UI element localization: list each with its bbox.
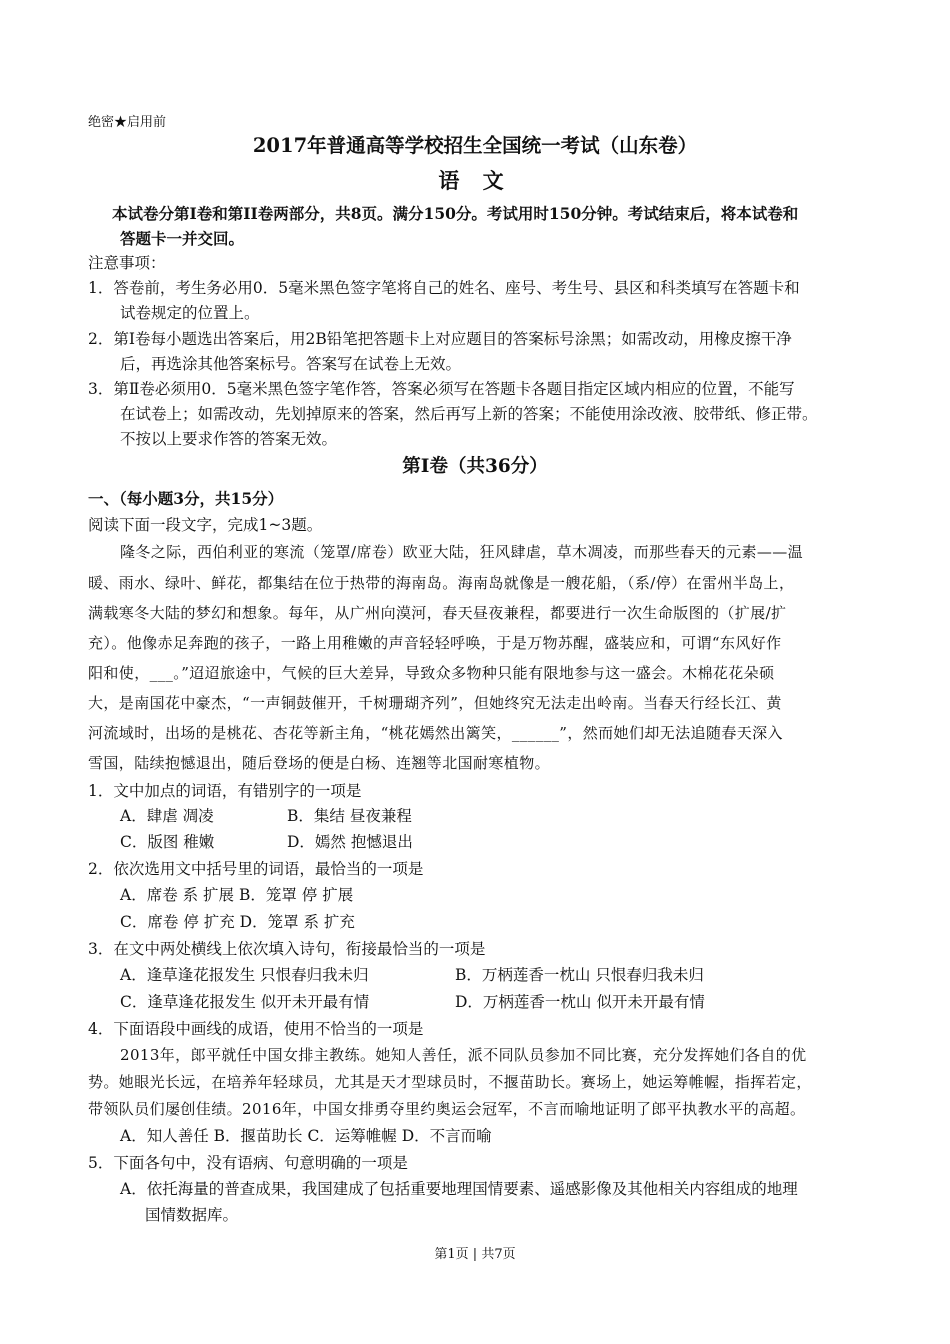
question-5-stem: 5．下面各句中，没有语病、句意明确的一项是 [88, 1154, 408, 1172]
question-2-stem: 2．依次选用文中括号里的词语，最恰当的一项是 [88, 860, 424, 878]
passage-line: 充）。他像赤足奔跑的孩子，一路上用稚嫩的声音轻轻呼唤，于是万物苏醒，盛装应和，可谓“东风好作 [88, 634, 782, 652]
section-title: 第I卷（共36分） [402, 456, 548, 477]
question-4-stem: 4．下面语段中画线的成语，使用不恰当的一项是 [88, 1020, 424, 1038]
subject-title: 语 文 [438, 168, 512, 193]
note-line: 后，再选涂其他答案标号。答案写在试卷上无效。 [120, 355, 462, 373]
passage-line: 雪国，陆续抱憾退出，随后登场的便是白杨、连翘等北国耐寒植物。 [88, 754, 551, 772]
note-line: 在试卷上；如需改动，先划掉原来的答案，然后再写上新的答案；不能使用涂改液、胶带纸、修正带。 [120, 405, 818, 423]
question-3-option: C．逢草逢花报发生 似开未开最有情 [120, 993, 370, 1011]
question-3-option: B．万柄莲香一枕山 只恨春归我未归 [455, 966, 704, 984]
note-line: 不按以上要求作答的答案无效。 [120, 430, 338, 448]
question-4-options: A．知人善任 B．揠苗助长 C．运筹帷幄 D．不言而喻 [120, 1127, 492, 1145]
question-3-stem: 3．在文中两处横线上依次填入诗句，衔接最恰当的一项是 [88, 940, 486, 958]
exam-title: 2017年普通高等学校招生全国统一考试（山东卷） [252, 134, 698, 157]
question-1-option: D．嫣然 抱憾退出 [287, 833, 413, 851]
intro-line-1: 本试卷分第I卷和第II卷两部分，共8页。满分150分。考试用时150分钟。考试结束后，将本试卷和 [112, 204, 799, 223]
part-heading: 一、（每小题3分，共15分） [88, 489, 284, 508]
question-2-option: C．席卷 停 扩充 D．笼罩 系 扩充 [120, 913, 355, 931]
question-1-option: C．版图 稚嫩 [120, 833, 215, 851]
passage-line: 隆冬之际，西伯利亚的寒流（笼罩/席卷）欧亚大陆，狂风肆虐，草木凋凌，而那些春天的元素——温 [120, 543, 804, 561]
question-2-option: A．席卷 系 扩展 B．笼罩 停 扩展 [120, 886, 354, 904]
question-4-passage-line: 势。她眼光长远，在培养年轻球员，尤其是天才型球员时，不揠苗助长。赛场上，她运筹帷幄，指挥若定， [88, 1073, 812, 1091]
passage-line: 满载寒冬大陆的梦幻和想象。每年，从广州向漠河，春天昼夜兼程，都要进行一次生命版图的（扩展/扩 [88, 604, 787, 622]
passage-line: 大，是南国花中豪杰，“一声铜鼓催开，千树珊瑚齐列”，但她终究无法走出岭南。当春天行经长江、黄 [88, 694, 782, 712]
intro-line-2: 答题卡一并交回。 [120, 229, 245, 248]
question-1-stem: 1．文中加点的词语，有错别字的一项是 [88, 782, 362, 800]
page-footer: 第1页 | 共7页 [434, 1247, 516, 1262]
question-5-option-a: A．依托海量的普查成果，我国建成了包括重要地理国情要素、遥感影像及其他相关内容组成的地理 [120, 1180, 798, 1198]
question-3-option: D．万柄莲香一枕山 似开未开最有情 [455, 993, 705, 1011]
confidential-mark: 绝密★启用前 [88, 115, 167, 130]
question-5-option-a: 国情数据库。 [145, 1206, 239, 1224]
note-line: 试卷规定的位置上。 [120, 304, 260, 322]
question-4-passage-line: 2013年，郎平就任中国女排主教练。她知人善任，派不同队员参加不同比赛，充分发挥她们各自的优 [120, 1046, 807, 1064]
passage-line: 阳和使，___。”迢迢旅途中，气候的巨大差异，导致众多物种只能有限地参与这一盛会。木棉花花朵硕 [88, 664, 775, 682]
passage-line: 暖、雨水、绿叶、鲜花，都集结在位于热带的海南岛。海南岛就像是一艘花船，（系/停）在雷州半岛上， [88, 574, 795, 592]
question-3-option: A．逢草逢花报发生 只恨春归我未归 [120, 966, 369, 984]
note-line: 2．第Ⅰ卷每小题选出答案后，用2B铅笔把答题卡上对应题目的答案标号涂黑；如需改动，用橡皮擦干净 [88, 330, 792, 348]
note-line: 3．第Ⅱ卷必须用0．5毫米黑色签字笔作答，答案必须写在答题卡各题目指定区域内相应的位置，不能写 [88, 380, 795, 398]
passage-line: 河流域时，出场的是桃花、杏花等新主角，“桃花嫣然出篱笑，______”，然而她们却无法追随春天深入 [88, 724, 783, 742]
note-line: 1．答卷前，考生务必用0．5毫米黑色签字笔将自己的姓名、座号、考生号、县区和科类填写在答题卡和 [88, 279, 800, 297]
reading-instruction: 阅读下面一段文字，完成1~3题。 [88, 516, 323, 534]
question-4-passage-line: 带领队员们屡创佳绩。2016年，中国女排勇夺里约奥运会冠军，不言而喻地证明了郎平执教水平的高超。 [88, 1100, 806, 1118]
question-1-option: A．肆虐 凋凌 [120, 807, 214, 825]
notes-heading: 注意事项： [88, 254, 166, 272]
question-1-option: B．集结 昼夜兼程 [287, 807, 412, 825]
